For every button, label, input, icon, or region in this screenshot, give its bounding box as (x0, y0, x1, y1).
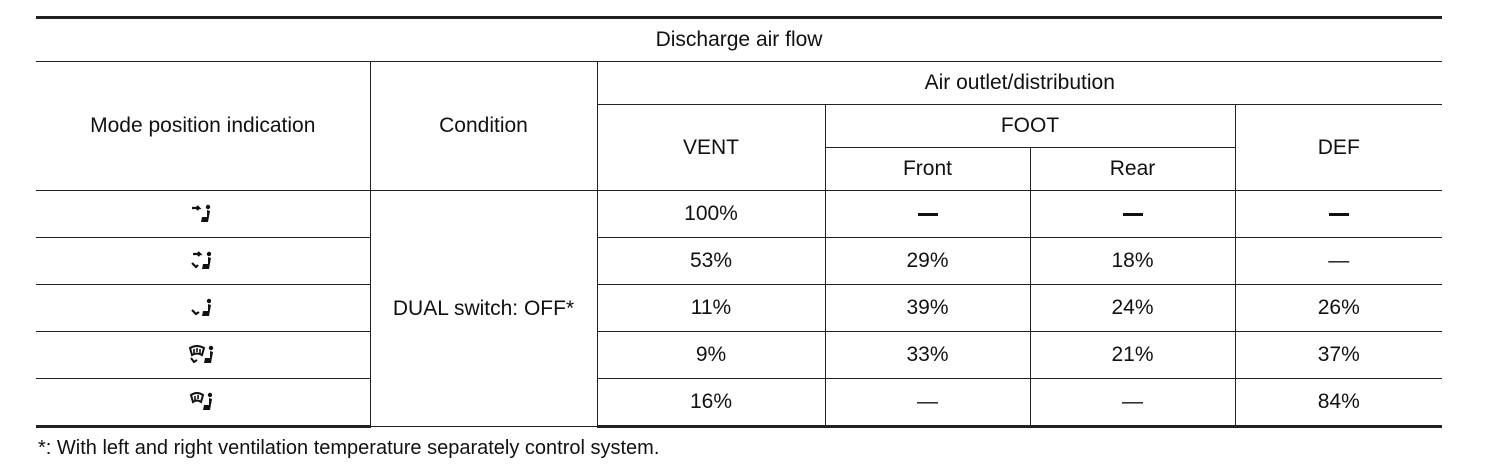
table-title: Discharge air flow (36, 18, 1442, 62)
def-value: — (1235, 238, 1442, 285)
footnote: *: With left and right ventilation temperature separately control system. (38, 437, 660, 459)
def-mode-icon (189, 390, 217, 414)
rear-value: — (1030, 379, 1235, 427)
def-value: 26% (1235, 285, 1442, 332)
front-value (825, 191, 1030, 238)
discharge-air-flow-table (36, 16, 1442, 428)
condition-cell: DUAL switch: OFF* (370, 191, 597, 427)
mode-cell (36, 191, 370, 238)
def-value: 37% (1235, 332, 1442, 379)
header-def: DEF (1235, 105, 1442, 191)
header-air-outlet: Air outlet/distribution (597, 62, 1442, 105)
vent-value: 16% (597, 379, 825, 427)
header-mode-position: Mode position indication (36, 62, 370, 191)
header-front: Front (825, 148, 1030, 191)
foot-def-mode-icon (188, 343, 218, 367)
front-value: 39% (825, 285, 1030, 332)
discharge-air-flow-table-wrapper (36, 16, 1442, 428)
rear-value: 24% (1030, 285, 1235, 332)
mode-cell (36, 285, 370, 332)
def-value: 84% (1235, 379, 1442, 427)
rear-value: 21% (1030, 332, 1235, 379)
dash-mark (918, 213, 938, 216)
vent-value: 11% (597, 285, 825, 332)
mode-cell (36, 379, 370, 427)
dash-mark (1123, 213, 1143, 216)
vent-value: 100% (597, 191, 825, 238)
vent-mode-icon (189, 202, 217, 226)
def-value (1235, 191, 1442, 238)
front-value: — (825, 379, 1030, 427)
vent-value: 9% (597, 332, 825, 379)
header-foot: FOOT (825, 105, 1235, 148)
header-rear: Rear (1030, 148, 1235, 191)
mode-cell (36, 238, 370, 285)
dash-mark (1329, 213, 1349, 216)
front-value: 33% (825, 332, 1030, 379)
bi-level-mode-icon (189, 249, 217, 273)
front-value: 29% (825, 238, 1030, 285)
vent-value: 53% (597, 238, 825, 285)
rear-value: 18% (1030, 238, 1235, 285)
rear-value (1030, 191, 1235, 238)
header-condition: Condition (370, 62, 597, 191)
foot-mode-icon (189, 296, 217, 320)
header-vent: VENT (597, 105, 825, 191)
mode-cell (36, 332, 370, 379)
